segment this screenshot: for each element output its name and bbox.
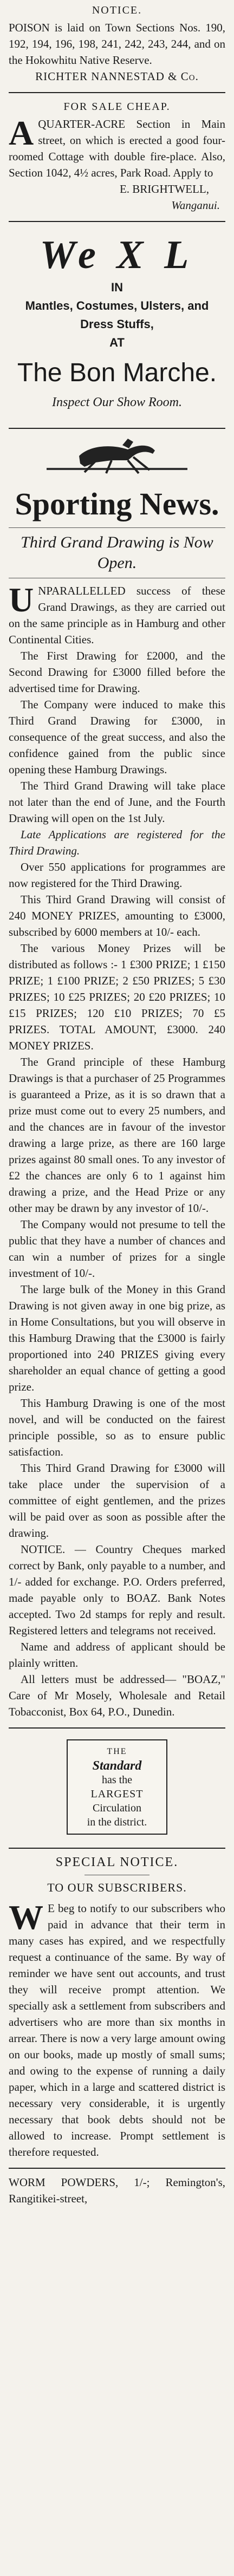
standard-line: THE	[107, 1747, 127, 1756]
divider	[9, 1727, 225, 1729]
special-notice-body: E beg to notify to our subscribers who paid in advance that their term in many cases has expired, and we respectfully request a continuance of the same. By way of reminder we have sent out accounts, and trust they will receive prompt attention. We specially ask a settlement from subscribers and advertisers who are more than six months in arrear. There is now a very large amount owing on our books, made up mostly of small sums; and owing to the expense of running a daily paper, which in a large and scattered district is necessary very considerable, it is urgently necessary that book debts should not be allowed to increase. Prompt settlement is therefore requested.	[9, 1902, 225, 2158]
divider	[9, 527, 225, 528]
worm-powders-ad	[9, 2174, 225, 2207]
for-sale-dropcap: A	[9, 114, 34, 152]
special-notice-subheading: TO OUR SUBSCRIBERS.	[47, 1881, 187, 1894]
sporting-subtitle: Third Grand Drawing is Now Open.	[21, 533, 213, 572]
divider	[9, 92, 225, 93]
sporting-paragraph: The Company would not presume to tell the public that they have a number of chances and can win a number of prizes for a single investment of 10/-.	[9, 1218, 225, 1280]
standard-line: in the district.	[87, 1816, 147, 1828]
sporting-body	[9, 583, 225, 1720]
standard-line: Circulation	[93, 1802, 141, 1814]
sporting-paragraph: The Third Grand Drawing will take place not later than the end of June, and the Fourth Drawing will open on the 1st July.	[9, 779, 225, 825]
sporting-paragraph: This Third Grand Drawing will consist of 240 MONEY PRIZES, amounting to £3000, subscribed by 6000 members at 10/- each.	[9, 893, 225, 938]
sporting-paragraph: Over 550 applications for programmes are now registered for the Third Drawing.	[9, 860, 225, 890]
bon-marche-store: The Bon Marche.	[17, 358, 217, 387]
sporting-dropcap: U	[9, 581, 34, 619]
divider	[9, 2168, 225, 2169]
worm-powders-text: WORM POWDERS, 1/-; Remington's, Rangitikei-street,	[9, 2176, 225, 2205]
notice-body: POISON is laid on Town Sections Nos. 190, 192, 194, 196, 198, 241, 242, 243, 244, and on the Hokowhitu Native Reserve.	[9, 21, 225, 67]
bon-marche-ad	[9, 232, 225, 420]
standard-line: has the	[101, 1774, 133, 1786]
notice-signature: RICHTER NANNESTAD & Co.	[35, 70, 199, 83]
bon-marche-at: AT	[109, 336, 125, 349]
sporting-paragraph: NOTICE. — Country Cheques marked correct by Bank, only payable to a number, and 1/- added for exchange. P.O. Orders preferred, made payable only to BOAZ. Bank Notes accepted. Two 2d stamps for reply and result. Registered letters and telegrams not received.	[9, 1543, 225, 1637]
sporting-paragraph: All letters must be addressed— "BOAZ," Care of Mr Mosely, Wholesale and Retail Tobacconist, Box 64, P.O., Dunedin.	[9, 1673, 225, 1718]
horse-race-illustration	[9, 434, 225, 482]
bon-marche-tagline: Inspect Our Show Room.	[52, 395, 182, 409]
sporting-paragraph: Late Applications are registered for the Third Drawing.	[9, 828, 225, 857]
standard-line: Standard	[92, 1759, 142, 1773]
for-sale-body: QUARTER-ACRE Section in Main street, on which is erected a good four-roomed Cottage with double fire-place. Also, Section 1042, 4½ acres, Park Road. Apply to	[9, 118, 225, 179]
horse-icon	[47, 434, 187, 478]
for-sale-ad	[9, 99, 225, 213]
notice-heading: NOTICE.	[92, 4, 142, 16]
for-sale-signature: E. BRIGHTWELL,	[119, 182, 209, 195]
special-notice-heading: SPECIAL NOTICE.	[55, 1855, 179, 1869]
for-sale-heading: FOR SALE CHEAP.	[63, 101, 171, 113]
special-notice-dropcap: W	[9, 1898, 43, 1936]
sporting-paragraph: Name and address of applicant should be plainly written.	[9, 1640, 225, 1669]
standard-circulation-ad	[9, 1734, 225, 1840]
sporting-paragraph: This Hamburg Drawing is one of the most novel, and will be conducted on the fairest principle possible, so as to ensure public satisfaction.	[9, 1397, 225, 1458]
standard-box	[67, 1739, 167, 1835]
sporting-paragraph: The Grand principle of these Hamburg Drawings is that a purchaser of 25 Programmes is guaranteed a Prize, as it is so drawn that a prize must come out to every 25 numbers, and and the chances are in favour of the investor drawing a large prize, as there are 160 large prizes against 80 small ones. To any investor of £2 the chances are only 6 to 1 against him drawing a prize, and the Head Prize or any other may be drawn by any investor of 10/-.	[9, 1055, 225, 1215]
sporting-paragraph: The Company were induced to make this Third Grand Drawing for £3000, in consequence of the great success, and also the confidence gained from the public since opening these Hamburg Drawings.	[9, 698, 225, 776]
divider	[9, 1848, 225, 1849]
sporting-paragraph: The First Drawing for £2000, and the Second Drawing for £3000 filled before the advertised time for Drawing.	[9, 649, 225, 695]
bon-marche-headline: We X L	[40, 233, 194, 277]
standard-line: LARGEST	[90, 1788, 144, 1800]
for-sale-place: Wanganui.	[171, 199, 220, 212]
notice-ad	[9, 2, 225, 84]
divider	[9, 221, 225, 222]
sporting-paragraph: NPARALLELLED success of these Grand Drawings, as they are carried out on the same principle as in Hamburg and other Continental Cities.	[9, 584, 225, 646]
sporting-title: Sporting News.	[15, 486, 219, 521]
sporting-paragraph: The large bulk of the Money in this Grand Drawing is not given away in one big prize, as in Home Consultations, but you will observe in this Hamburg Drawing that the £3000 is fairly proportioned into 240 PRIZES giving every shareholder an equal chance of getting a good prize.	[9, 1283, 225, 1393]
sporting-paragraph: This Third Grand Drawing for £3000 will take place under the supervision of a committee of eight gentlemen, and the prizes will be paid over as soon as possible after the drawing.	[9, 1462, 225, 1540]
sporting-paragraph: The various Money Prizes will be distributed as follows :- 1 £300 PRIZE; 1 £150 PRIZE; 1 £100 PRIZE; 2 £50 PRIZES; 5 £30 PRIZES; 10 £25 PRIZES; 20 £20 PRIZES; 10 £15 PRIZES; 120 £10 PRIZES; 70 £5 PRIZES. TOTAL AMOUNT, £3000. 240 MONEY PRIZES.	[9, 942, 225, 1052]
divider	[9, 428, 225, 429]
special-notice-ad	[9, 1854, 225, 2160]
bon-marche-in: IN	[111, 281, 123, 294]
bon-marche-items: Mantles, Costumes, Ulsters, and Dress Stuffs,	[25, 299, 209, 331]
sporting-news-ad	[9, 434, 225, 1720]
